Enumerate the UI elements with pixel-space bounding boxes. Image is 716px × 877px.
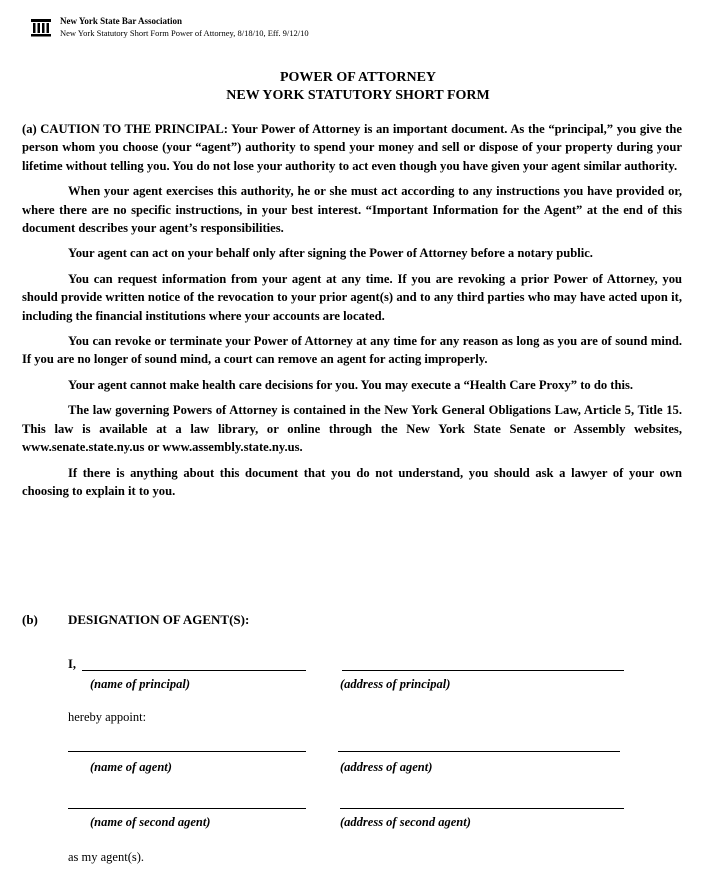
bar-association-logo-icon	[30, 16, 52, 38]
paragraph-caution: (a) CAUTION TO THE PRINCIPAL: Your Power of Attorney is an important document. As the “principal,” you give the person whom you choose (your “agent”) authority to spend your money and sell or dispose of your property during your lifetime without telling you. You do not lose your authority to act even though you have given your agent similar authority.	[22, 122, 682, 173]
agent-name-line[interactable]	[68, 751, 306, 752]
section-b-heading: DESIGNATION OF AGENT(S):	[68, 612, 250, 627]
paragraph-health-care: Your agent cannot make health care decisions for you. You may execute a “Health Care Proxy” to do this.	[68, 377, 634, 392]
principal-name-line[interactable]	[82, 670, 306, 671]
paragraph-law: The law governing Powers of Attorney is contained in the New York General Obligations Law, Article 5, Title 15. This law is available at a law library, or online through the New York State Senate or Assembly websites, www.senate.state.ny.us or www.assembly.state.ny.us.	[22, 403, 682, 455]
address-of-principal-caption: (address of principal)	[340, 677, 451, 691]
document-title: POWER OF ATTORNEY	[279, 70, 437, 85]
second-agent-name-line[interactable]	[68, 808, 306, 809]
name-of-agent-caption: (name of agent)	[90, 760, 172, 774]
hereby-appoint-label: hereby appoint:	[68, 710, 147, 724]
address-of-agent-caption: (address of agent)	[340, 760, 433, 774]
second-agent-address-line[interactable]	[340, 808, 624, 809]
section-b-label: (b)	[22, 612, 38, 627]
i-label: I,	[68, 657, 76, 671]
address-of-second-agent-caption: (address of second agent)	[340, 815, 471, 829]
caution-section	[22, 120, 682, 507]
document-subtitle: NEW YORK STATUTORY SHORT FORM	[226, 88, 490, 103]
paragraph-revoke: You can revoke or terminate your Power of Attorney at any time for any reason as long as you are of sound mind. If you are no longer of sound mind, a court can remove an agent for acting improperly.	[22, 334, 682, 367]
as-my-agents-label: as my agent(s).	[68, 850, 145, 864]
agent-address-line[interactable]	[338, 751, 620, 752]
name-of-principal-caption: (name of principal)	[90, 677, 190, 691]
paragraph-agent-exercises: When your agent exercises this authority, he or she must act according to any instructions you have provided or, where there are no specific instructions, in your best interest. “Important Information for the Agent” at the end of this document describes your agent’s responsibilities.	[22, 184, 682, 236]
principal-address-line[interactable]	[342, 670, 624, 671]
paragraph-request-info: You can request information from your agent at any time. If you are revoking a prior Power of Attorney, you should provide written notice of the revocation to your prior agent(s) and to any third parties who may have acted upon it, including the financial institutions where your accounts are located.	[22, 271, 682, 323]
header-org: New York State Bar Association	[60, 16, 182, 26]
header-form-ref: New York Statutory Short Form Power of Attorney, 8/18/10, Eff. 9/12/10	[60, 28, 309, 38]
paragraph-notary: Your agent can act on your behalf only after signing the Power of Attorney before a notary public.	[68, 246, 593, 261]
paragraph-lawyer: If there is anything about this document that you do not understand, you should ask a lawyer of your own choosing to explain it to you.	[22, 465, 682, 498]
name-of-second-agent-caption: (name of second agent)	[90, 815, 211, 829]
designation-heading	[22, 612, 249, 628]
